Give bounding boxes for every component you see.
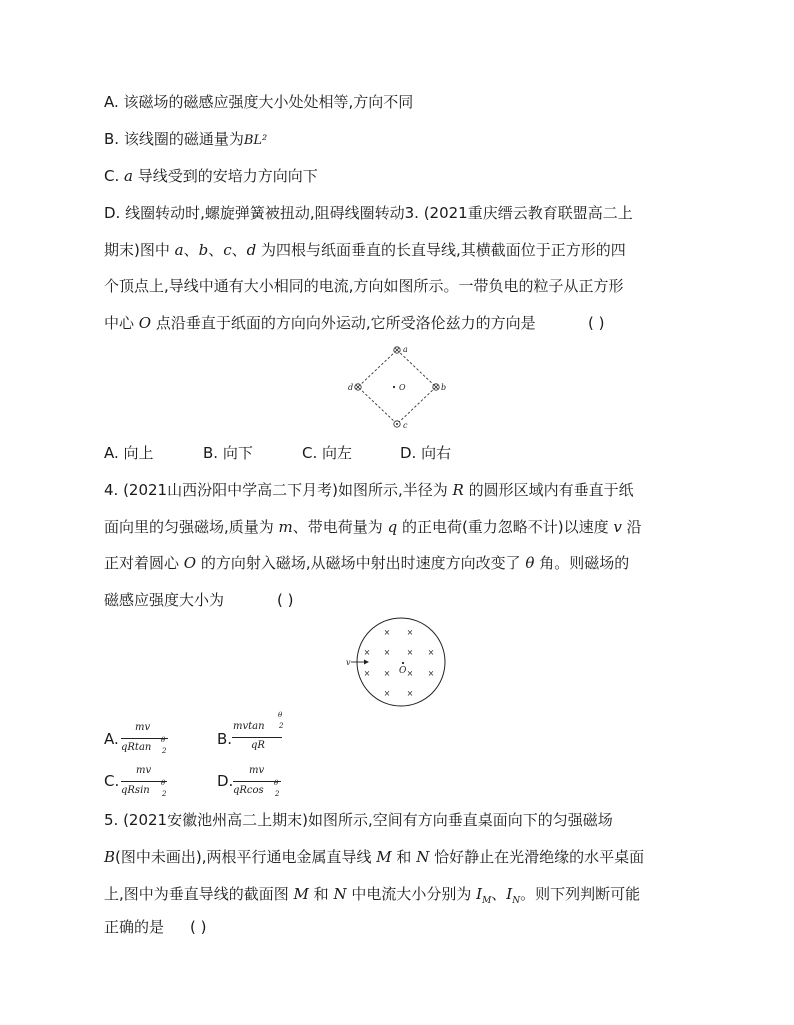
field-crosses (364, 628, 435, 698)
q4-stem-line4: 磁感应强度大小为 (104, 591, 225, 609)
q2-option-d-and-q3-start (104, 203, 633, 223)
q3-stem-line4 (104, 313, 536, 333)
field-cross-icon: × (383, 669, 391, 678)
q5-var-n: N (416, 848, 430, 866)
q4-option-c[interactable] (104, 765, 204, 801)
label-v: v (346, 658, 351, 667)
q4-text: 的圆形区域内有垂直于纸 (463, 481, 634, 499)
q4-option-b-label: B. (217, 730, 233, 748)
q4-option-a-numerator: mv (135, 722, 151, 733)
fraction-bar (232, 737, 282, 738)
q3-var-a: a (174, 241, 184, 259)
q2-option-c-var: a (124, 167, 133, 185)
q5-text: 和 (308, 885, 334, 903)
q3-answer-blank[interactable]: ( ) (588, 314, 605, 332)
field-circle (357, 618, 445, 706)
q5-text: 。则下列判断可能 (520, 885, 641, 903)
q5-var-b: B (104, 848, 116, 866)
wire-c-dot-icon (394, 421, 400, 427)
q3-text: 中心 (104, 314, 139, 332)
q5-text: 、 (491, 885, 507, 903)
q4-option-b-denominator: qR (251, 740, 265, 751)
q4-option-d-label: D. (217, 772, 234, 790)
field-cross-icon: × (406, 669, 414, 678)
q4-text: 角。则磁场的 (534, 554, 630, 572)
q2-option-c-prefix: C. (104, 167, 120, 185)
field-cross-icon: × (427, 648, 435, 657)
q5-text: 中电流大小分别为 (346, 885, 477, 903)
q2-option-c (104, 166, 318, 186)
q4-var-v: v (613, 518, 622, 536)
q5-stem-line1: 5. (2021安徽池州高二上期末)如图所示,空间有方向垂直桌面向下的匀强磁场 (104, 811, 613, 829)
q4-option-a-half-top: θ (161, 736, 166, 744)
arrowhead-icon (364, 660, 369, 665)
q4-text: 沿 (621, 518, 642, 536)
q4-option-c-half-bot: 2 (162, 790, 167, 798)
q4-option-c-half-top: θ (161, 779, 166, 787)
q5-stem-line2 (104, 847, 644, 867)
q3-stem-line2 (104, 240, 626, 260)
q3-var-b: b (198, 241, 209, 259)
q4-text: 、带电荷量为 (292, 518, 388, 536)
q4-stem-line3 (104, 553, 629, 573)
q3-sep: 、 (208, 241, 224, 259)
q2-option-b (104, 129, 267, 151)
q3-dashed-square (358, 350, 436, 424)
center-point (393, 386, 395, 388)
q4-option-c-label: C. (104, 772, 120, 790)
q4-text: 的正电荷(重力忽略不计)以速度 (397, 518, 614, 536)
q5-text: (图中未画出),两根平行通电金属直导线 (115, 848, 377, 866)
q5-stem-line4: 正确的是 (104, 918, 165, 936)
q3-sep: 、 (183, 241, 199, 259)
q4-answer-blank[interactable]: ( ) (277, 591, 294, 609)
q3-sep: 、 (231, 241, 247, 259)
q3-stem-line1: 3. (2021重庆缙云教育联盟高二上 (404, 204, 633, 222)
q2-option-b-formula: BL² (243, 133, 268, 148)
q4-var-m: m (278, 518, 293, 536)
q4-option-c-denominator: qRsin (121, 785, 150, 796)
q4-option-a-label: A. (104, 730, 119, 748)
q4-option-c-numerator: mv (136, 765, 152, 776)
q4-option-b-half-bot: 2 (279, 722, 284, 730)
q5-var-n: N (333, 885, 347, 903)
q3-text: 点沿垂直于纸面的方向向外运动,它所受洛伦兹力的方向是 (151, 314, 536, 332)
q3-var-o: O (138, 314, 152, 332)
label-o: O (399, 383, 406, 392)
q4-var-q: q (387, 518, 398, 536)
q5-text: 恰好静止在光滑绝缘的水平桌面 (429, 848, 645, 866)
q3-square-figure (345, 340, 455, 436)
q5-var-m: M (293, 885, 309, 903)
q2-option-d: D. 线圈转动时,螺旋弹簧被扭动,阻碍线圈转动 (104, 204, 405, 222)
q5-var-i: I (506, 885, 513, 903)
q4-text: 面向里的匀强磁场,质量为 (104, 518, 279, 536)
q5-var-i: I (476, 885, 483, 903)
q4-option-d-half-top: θ (274, 779, 279, 787)
q3-option-c[interactable]: C. 向左 (302, 444, 353, 462)
q4-stem-line2 (104, 517, 642, 537)
wire-b-cross-icon (433, 384, 439, 390)
field-cross-icon: × (383, 648, 391, 657)
q4-option-b[interactable] (217, 711, 317, 755)
q4-var-o: O (183, 554, 197, 572)
q4-option-d-numerator: mv (249, 765, 265, 776)
field-cross-icon: × (383, 689, 391, 698)
q4-stem-line1 (104, 480, 634, 500)
q3-text: 期末)图中 (104, 241, 175, 259)
q4-text: 的方向射入磁场,从磁场中射出时速度方向改变了 (196, 554, 526, 572)
q4-option-a[interactable] (104, 722, 204, 758)
q4-option-d-denominator: qRcos (233, 785, 264, 796)
center-point (402, 662, 404, 664)
q3-var-c: c (223, 241, 232, 259)
wire-a-cross-icon (394, 347, 400, 353)
field-cross-icon: × (406, 628, 414, 637)
label-b: b (441, 383, 447, 392)
q5-answer-blank[interactable]: ( ) (190, 918, 207, 936)
q5-text: 上,图中为垂直导线的截面图 (104, 885, 294, 903)
label-a: a (403, 345, 408, 354)
field-cross-icon: × (406, 689, 414, 698)
q5-sub-m: M (482, 896, 492, 906)
label-o: O (399, 666, 407, 676)
q3-var-d: d (246, 241, 257, 259)
field-cross-icon: × (427, 669, 435, 678)
q4-circle-figure (343, 616, 459, 708)
q2-option-b-text: B. 该线圈的磁通量为 (104, 130, 244, 148)
q4-text: 4. (2021山西汾阳中学高二下月考)如图所示,半径为 (104, 481, 453, 499)
q4-option-a-denominator: qRtan (121, 742, 152, 753)
q2-option-c-text: 导线受到的安培力方向向下 (137, 167, 318, 185)
q4-option-b-half-top: θ (278, 711, 283, 719)
q4-option-d[interactable] (217, 765, 317, 801)
label-c: c (403, 421, 408, 430)
q4-option-b-numerator: mvtan (233, 721, 265, 732)
q5-sub-n: N (512, 896, 521, 906)
field-cross-icon: × (383, 628, 391, 637)
q4-var-theta: θ (525, 554, 535, 572)
field-cross-icon: × (363, 669, 371, 678)
q3-stem-line3: 个顶点上,导线中通有大小相同的电流,方向如图所示。一带负电的粒子从正方形 (104, 277, 624, 295)
q3-option-b[interactable]: B. 向下 (203, 444, 253, 462)
q3-text: 为四根与纸面垂直的长直导线,其横截面位于正方形的四 (256, 241, 626, 259)
q3-option-d[interactable]: D. 向右 (400, 444, 452, 462)
field-cross-icon: × (363, 648, 371, 657)
q2-option-a: A. 该磁场的磁感应强度大小处处相等,方向不同 (104, 93, 414, 111)
q5-stem-line3 (104, 884, 640, 911)
q4-var-r: R (452, 481, 464, 499)
q5-var-m: M (376, 848, 392, 866)
q4-text: 正对着圆心 (104, 554, 184, 572)
q5-text: 和 (391, 848, 417, 866)
label-d: d (348, 383, 354, 392)
field-cross-icon: × (406, 648, 414, 657)
q4-option-a-half-bot: 2 (162, 747, 167, 755)
wire-d-cross-icon (355, 384, 361, 390)
q4-option-d-half-bot: 2 (275, 790, 280, 798)
q3-option-a[interactable]: A. 向上 (104, 444, 154, 462)
